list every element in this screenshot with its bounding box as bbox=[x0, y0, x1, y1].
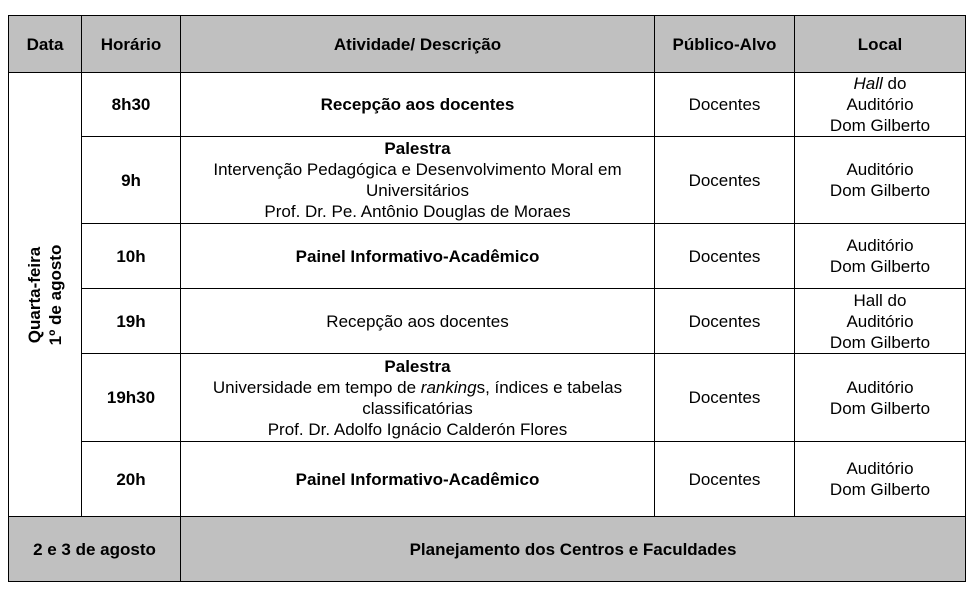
audience-cell: Docentes bbox=[655, 73, 795, 137]
table-row bbox=[9, 442, 966, 517]
table-row bbox=[9, 354, 966, 442]
activity-cell: Painel Informativo-Acadêmico bbox=[181, 224, 655, 289]
audience-cell: Docentes bbox=[655, 224, 795, 289]
footer-activity: Planejamento dos Centros e Faculdades bbox=[181, 517, 966, 582]
header-local: Local bbox=[795, 16, 966, 73]
local-cell: Auditório Dom Gilberto bbox=[795, 137, 966, 224]
footer-row bbox=[9, 517, 966, 582]
header-row bbox=[9, 16, 966, 73]
footer-dates: 2 e 3 de agosto bbox=[9, 517, 181, 582]
activity-cell: Recepção aos docentes bbox=[181, 73, 655, 137]
schedule-table bbox=[8, 15, 966, 582]
local-cell: Hall do Auditório Dom Gilberto bbox=[795, 289, 966, 354]
audience-cell: Docentes bbox=[655, 289, 795, 354]
activity-cell: Palestra Intervenção Pedagógica e Desenvolvimento Moral em Universitários Prof. Dr. Pe. Antônio Douglas de Moraes bbox=[181, 137, 655, 224]
local-cell: Auditório Dom Gilberto bbox=[795, 442, 966, 517]
activity-cell: Recepção aos docentes bbox=[181, 289, 655, 354]
local-cell: Auditório Dom Gilberto bbox=[795, 354, 966, 442]
time-cell: 19h bbox=[82, 289, 181, 354]
time-cell: 19h30 bbox=[82, 354, 181, 442]
time-cell: 20h bbox=[82, 442, 181, 517]
table-row bbox=[9, 224, 966, 289]
day-cell bbox=[9, 73, 82, 517]
table-row bbox=[9, 289, 966, 354]
activity-cell: Palestra Universidade em tempo de rankings, índices e tabelas classificatórias Prof. Dr. Adolfo Ignácio Calderón Flores bbox=[181, 354, 655, 442]
header-horario: Horário bbox=[82, 16, 181, 73]
header-atividade: Atividade/ Descrição bbox=[181, 16, 655, 73]
table-row bbox=[9, 73, 966, 137]
header-publico: Público-Alvo bbox=[655, 16, 795, 73]
audience-cell: Docentes bbox=[655, 442, 795, 517]
audience-cell: Docentes bbox=[655, 137, 795, 224]
local-cell: Hall do Auditório Dom Gilberto bbox=[795, 73, 966, 137]
time-cell: 9h bbox=[82, 137, 181, 224]
activity-cell: Painel Informativo-Acadêmico bbox=[181, 442, 655, 517]
day-label: Quarta-feira 1º de agosto bbox=[25, 244, 65, 345]
time-cell: 10h bbox=[82, 224, 181, 289]
audience-cell: Docentes bbox=[655, 354, 795, 442]
local-cell: Auditório Dom Gilberto bbox=[795, 224, 966, 289]
time-cell: 8h30 bbox=[82, 73, 181, 137]
table-row bbox=[9, 137, 966, 224]
header-data: Data bbox=[9, 16, 82, 73]
